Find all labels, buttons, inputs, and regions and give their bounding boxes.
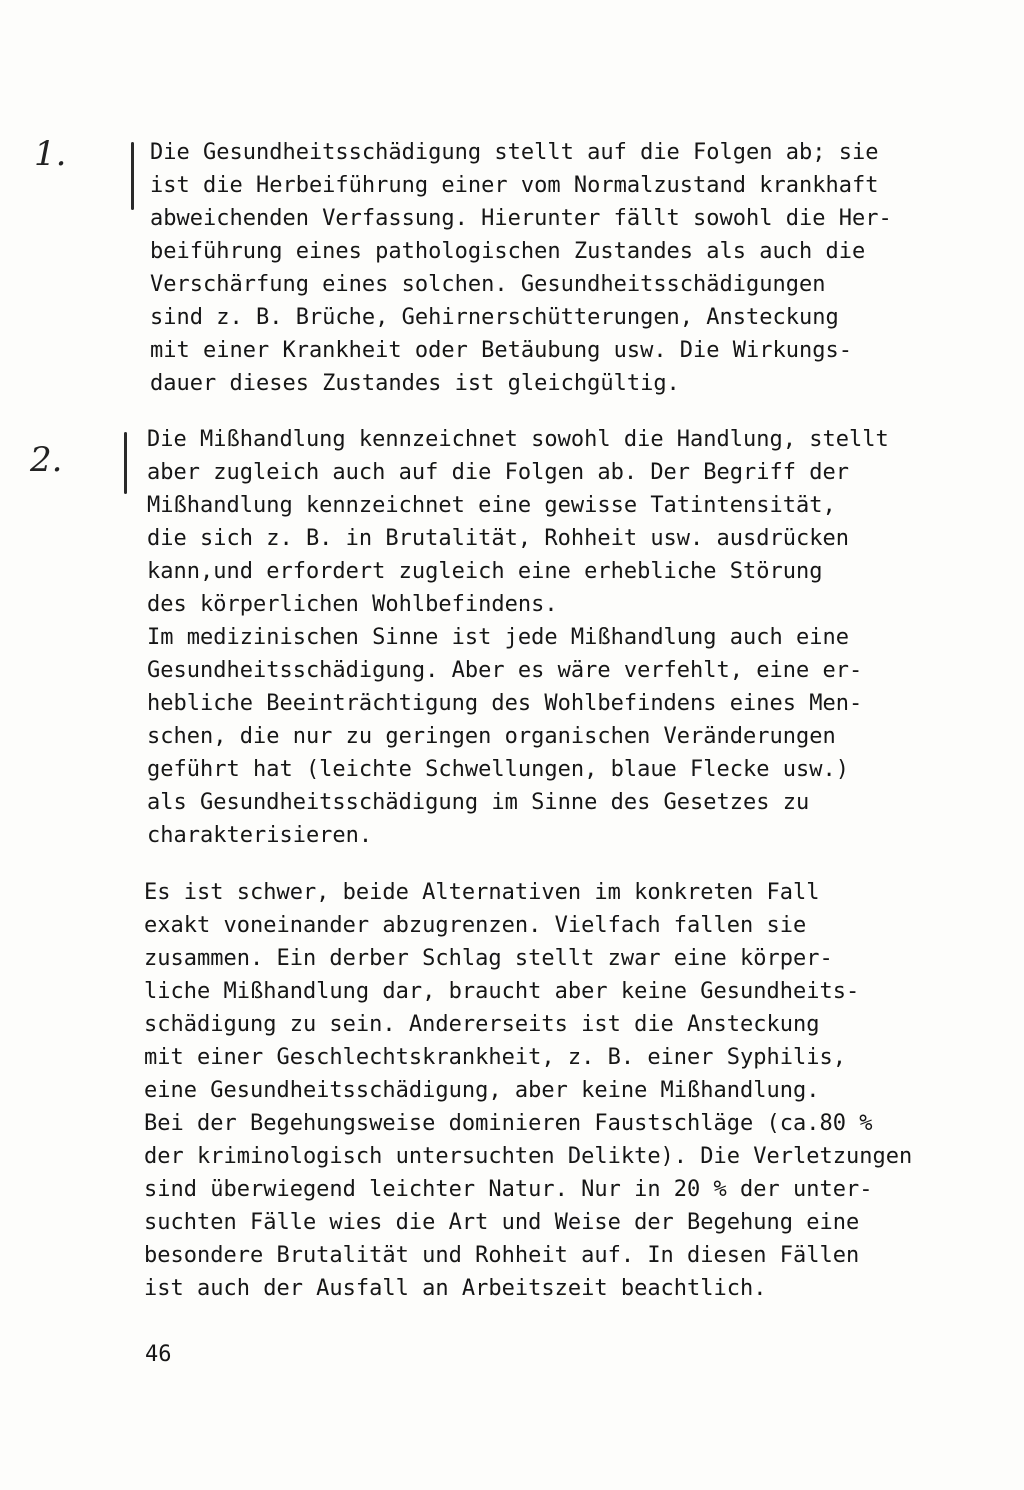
para1-line: Die Gesundheitsschädigung stellt auf die Folgen ab; sie bbox=[150, 140, 879, 165]
para3-line: sind überwiegend leichter Natur. Nur in 20 % der unter- bbox=[144, 1177, 873, 1202]
para1-line: dauer dieses Zustandes ist gleichgültig. bbox=[150, 371, 680, 396]
para1-line: Verschärfung eines solchen. Gesundheitsschädigungen bbox=[150, 272, 826, 297]
para2-line: kann,und erfordert zugleich eine erhebliche Störung bbox=[147, 559, 823, 584]
para2-line: Mißhandlung kennzeichnet eine gewisse Tatintensität, bbox=[147, 493, 836, 518]
para1-line: sind z. B. Brüche, Gehirnerschütterungen, Ansteckung bbox=[150, 305, 839, 330]
margin-bar-1 bbox=[131, 142, 134, 210]
para3-line: mit einer Geschlechtskrankheit, z. B. einer Syphilis, bbox=[144, 1045, 846, 1070]
para3-line: der kriminologisch untersuchten Delikte). Die Verletzungen bbox=[144, 1144, 913, 1169]
para1-line: ist die Herbeiführung einer vom Normalzustand krankhaft bbox=[150, 173, 879, 198]
para1-line: beiführung eines pathologischen Zustandes als auch die bbox=[150, 239, 866, 264]
para2-line: schen, die nur zu geringen organischen Veränderungen bbox=[147, 724, 836, 749]
para1-line: abweichenden Verfassung. Hierunter fällt sowohl die Her- bbox=[150, 206, 892, 231]
para3-line: exakt voneinander abzugrenzen. Vielfach fallen sie bbox=[144, 913, 807, 938]
para2-line: des körperlichen Wohlbefindens. bbox=[147, 592, 558, 617]
para1-line: mit einer Krankheit oder Betäubung usw. Die Wirkungs- bbox=[150, 338, 852, 363]
para2-line: die sich z. B. in Brutalität, Rohheit usw. ausdrücken bbox=[147, 526, 849, 551]
para3-line: Bei der Begehungsweise dominieren Faustschläge (ca.80 % bbox=[144, 1111, 873, 1136]
para2-line: Im medizinischen Sinne ist jede Mißhandlung auch eine bbox=[147, 625, 849, 650]
margin-number-2: 2. bbox=[30, 440, 63, 480]
margin-bar-2 bbox=[124, 432, 127, 494]
para3-line: liche Mißhandlung dar, braucht aber keine Gesundheits- bbox=[144, 979, 860, 1004]
para3-line: Es ist schwer, beide Alternativen im konkreten Fall bbox=[144, 880, 820, 905]
para2-line: als Gesundheitsschädigung im Sinne des Gesetzes zu bbox=[147, 790, 810, 815]
para2-line: Gesundheitsschädigung. Aber es wäre verfehlt, eine er- bbox=[147, 658, 863, 683]
para2-line: geführt hat (leichte Schwellungen, blaue Flecke usw.) bbox=[147, 757, 849, 782]
para3-line: zusammen. Ein derber Schlag stellt zwar eine körper- bbox=[144, 946, 833, 971]
para3-line: suchten Fälle wies die Art und Weise der Begehung eine bbox=[144, 1210, 860, 1235]
para3-line: eine Gesundheitsschädigung, aber keine Mißhandlung. bbox=[144, 1078, 820, 1103]
para3-line: ist auch der Ausfall an Arbeitszeit beachtlich. bbox=[144, 1276, 767, 1301]
para3-line: besondere Brutalität und Rohheit auf. In diesen Fällen bbox=[144, 1243, 860, 1268]
para3-line: schädigung zu sein. Andererseits ist die Ansteckung bbox=[144, 1012, 820, 1037]
margin-number-1: 1. bbox=[34, 134, 67, 174]
para2-line: hebliche Beeinträchtigung des Wohlbefindens eines Men- bbox=[147, 691, 863, 716]
para2-line: Die Mißhandlung kennzeichnet sowohl die Handlung, stellt bbox=[147, 427, 889, 452]
page-number: 46 bbox=[145, 1342, 172, 1367]
para2-line: aber zugleich auch auf die Folgen ab. Der Begriff der bbox=[147, 460, 849, 485]
para2-line: charakterisieren. bbox=[147, 823, 373, 848]
